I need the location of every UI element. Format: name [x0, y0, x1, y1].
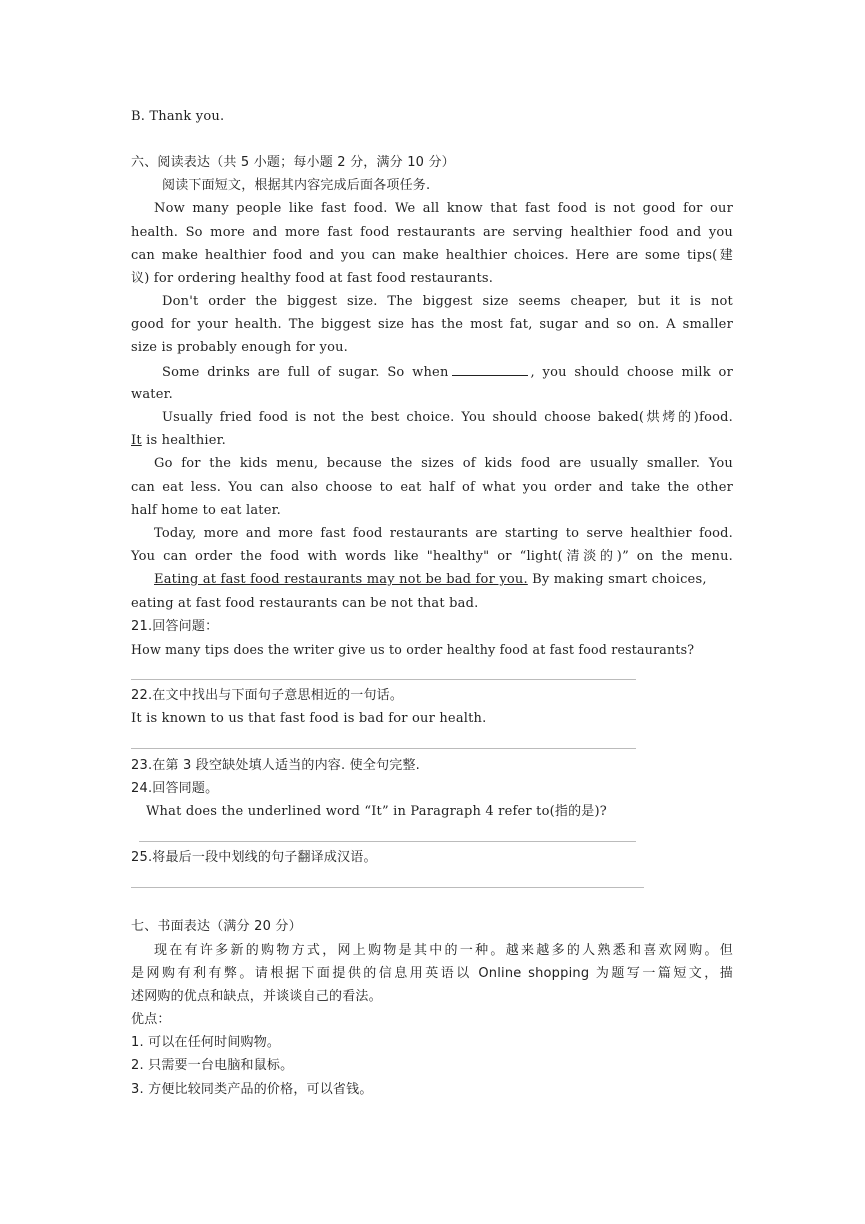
passage-p6-line: Today, more and more fast food restaurants are starting to serve healthier food. — [154, 526, 733, 541]
q25-title: 25.将最后一段中划线的句子翻译成汉语。 — [131, 850, 377, 865]
passage-p2-line: good for your health. The biggest size has the most fat, sugar and so on. A smaller — [131, 317, 733, 332]
q22-title: 22.在文中找出与下面句子意思相近的一句话。 — [131, 688, 404, 703]
p4-rest-text: is healthier. — [141, 433, 226, 448]
option-b: B. Thank you. — [131, 109, 225, 124]
p3-before-text: Some drinks are full of sugar. So when — [162, 365, 449, 380]
q22-text: It is known to us that fast food is bad for our health. — [131, 711, 487, 726]
underlined-sentence: Eating at fast food restaurants may not be bad for you. — [154, 572, 528, 587]
passage-p2-line: Don't order the biggest size. The biggest size seems cheaper, but it is not — [162, 294, 733, 309]
answer-line-q25[interactable] — [131, 887, 644, 888]
passage-p5-line: half home to eat later. — [131, 503, 281, 518]
fill-blank-q23[interactable] — [452, 364, 528, 376]
passage-p5-line: can eat less. You can also choose to eat half of what you order and take the other — [131, 480, 733, 495]
reading-instruction: 阅读下面短文，根据其内容完成后面各项任务. — [162, 178, 431, 193]
writing-intro-line: 是网购有利有弊。请根据下面提供的信息用英语以 Online shopping 为题写一篇短文，描 — [131, 966, 733, 981]
passage-p3-line: water. — [131, 387, 173, 402]
q24-text: What does the underlined word “It” in Paragraph 4 refer to(指的是)? — [146, 804, 607, 819]
answer-line-q21[interactable] — [131, 679, 636, 680]
q21-title: 21.回答问题： — [131, 619, 219, 634]
passage-p2-line: size is probably enough for you. — [131, 340, 349, 355]
p3-after-text: , you should choose milk or — [530, 365, 733, 380]
passage-p5-line: Go for the kids menu, because the sizes of kids food are usually smaller. You — [154, 456, 733, 471]
q21-text: How many tips does the writer give us to order healthy food at fast food restaurants? — [131, 642, 695, 657]
writing-intro-line: 现在有许多新的购物方式，网上购物是其中的一种。越来越多的人熟悉和喜欢网购。但 — [154, 943, 733, 958]
passage-p1-line: 议) for ordering healthy food at fast food restaurants. — [131, 271, 494, 286]
section-6-heading: 六、阅读表达（共 5 小题；每小题 2 分，满分 10 分） — [131, 155, 455, 170]
underlined-word-it: It — [131, 433, 142, 448]
pros-item: 2. 只需要一台电脑和鼠标。 — [131, 1058, 294, 1073]
q24-title: 24.回答同题。 — [131, 781, 219, 796]
answer-line-q24[interactable] — [139, 841, 636, 842]
passage-p7-line — [154, 572, 733, 588]
answer-line-q22[interactable] — [131, 748, 636, 749]
pros-item: 1. 可以在任何时间购物。 — [131, 1035, 281, 1050]
passage-p1-line: health. So more and more fast food restaurants are serving healthier food and you — [131, 225, 733, 240]
writing-intro-line: 述网购的优点和缺点，并谈谈自己的看法。 — [131, 989, 382, 1004]
pros-label: 优点： — [131, 1012, 171, 1027]
section-7-heading: 七、书面表达（满分 20 分） — [131, 919, 302, 934]
pros-item: 3. 方便比较同类产品的价格，可以省钱。 — [131, 1082, 373, 1097]
passage-p4-line — [131, 433, 733, 449]
passage-p1-line: Now many people like fast food. We all know that fast food is not good for our — [154, 201, 733, 216]
passage-p4-line: Usually fried food is not the best choice. You should choose baked(烘烤的)food. — [162, 410, 733, 425]
passage-p7-line: eating at fast food restaurants can be not that bad. — [131, 596, 479, 611]
p7-rest-text: By making smart choices, — [527, 572, 707, 587]
passage-p1-line: can make healthier food and you can make healthier choices. Here are some tips(建 — [131, 248, 733, 263]
q23-title: 23.在第 3 段空缺处填人适当的内容. 使全句完整. — [131, 758, 421, 773]
passage-p6-line: You can order the food with words like "healthy" or “light(清淡的)” on the menu. — [131, 549, 733, 564]
passage-p3-line — [162, 364, 733, 381]
